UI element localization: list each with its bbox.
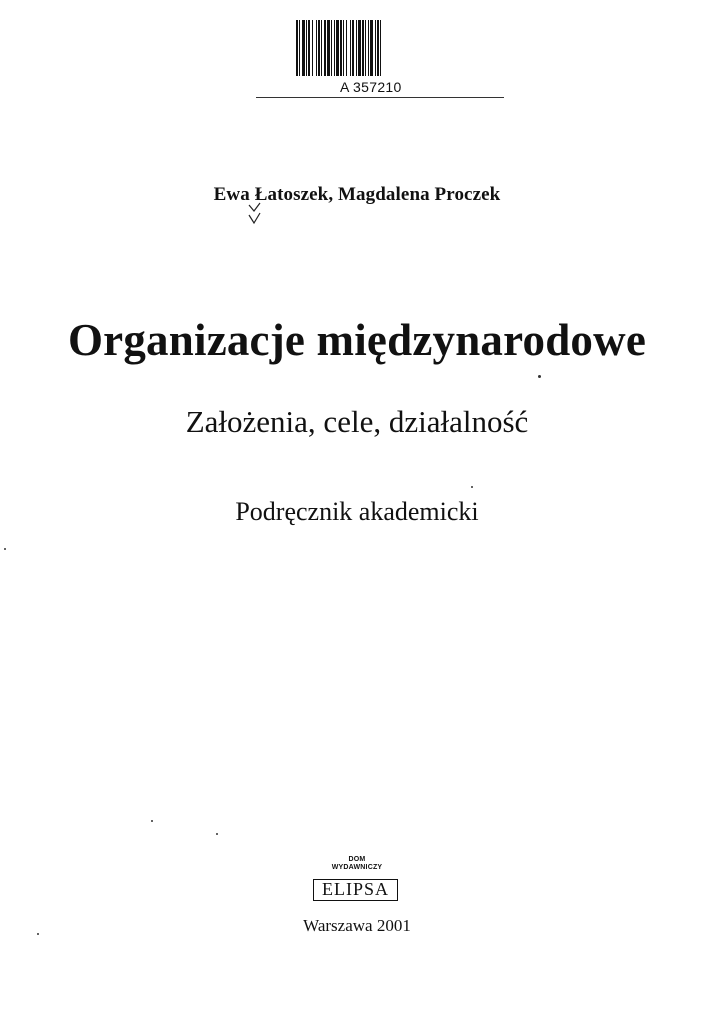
place-year: Warszawa 2001 bbox=[303, 916, 411, 935]
divider-line bbox=[256, 97, 504, 98]
book-type: Podręcznik akademicki bbox=[235, 497, 479, 526]
publisher-logo: ELIPSA bbox=[313, 879, 398, 901]
publisher-line1: DOM bbox=[348, 856, 366, 863]
speck bbox=[538, 375, 541, 378]
speck bbox=[4, 548, 6, 550]
book-subtitle: Założenia, cele, działalność bbox=[185, 404, 529, 439]
speck bbox=[151, 820, 153, 822]
speck bbox=[216, 833, 218, 835]
publisher-line2: WYDAWNICZY bbox=[331, 864, 383, 871]
publisher-name bbox=[0, 856, 714, 872]
barcode-number: A 357210 bbox=[340, 79, 402, 95]
authors: Ewa Łatoszek, Magdalena Proczek bbox=[213, 184, 501, 205]
barcode bbox=[296, 20, 456, 76]
book-title: Organizacje międzynarodowe bbox=[67, 315, 646, 365]
check-marks-icon bbox=[247, 202, 263, 226]
barcode-stripe bbox=[381, 20, 383, 76]
speck bbox=[471, 486, 473, 488]
